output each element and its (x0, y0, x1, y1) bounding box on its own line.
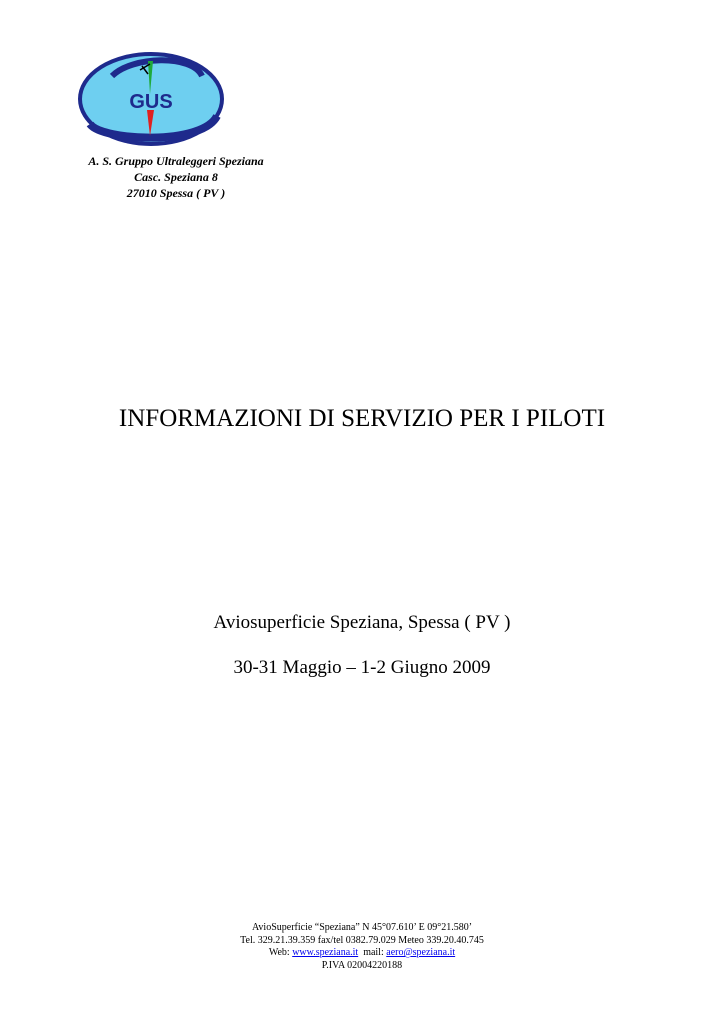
footer-web-mail (0, 947, 724, 960)
org-address: Casc. Speziana 8 (134, 170, 218, 184)
web-label: Web: (268, 947, 293, 958)
web-link[interactable]: www.speziana.it (292, 947, 359, 958)
document-title: INFORMAZIONI DI SERVIZIO PER I PILOTI (118, 405, 606, 432)
footer-coordinates: AvioSuperficie “Speziana” N 45°07.610’ E 09°21.580’ (251, 922, 473, 933)
organization-block (0, 153, 352, 201)
event-dates: 30-31 Maggio – 1-2 Giugno 2009 (233, 657, 491, 678)
gus-logo (72, 46, 234, 152)
gus-logo-graphic (72, 46, 234, 152)
mail-link[interactable]: aero@speziana.it (386, 947, 456, 958)
footer-piva: P.IVA 02004220188 (321, 959, 403, 971)
venue: Aviosuperficie Speziana, Spessa ( PV ) (213, 612, 511, 633)
org-city: 27010 Spessa ( PV ) (126, 186, 226, 200)
org-name: A. S. Gruppo Ultraleggeri Speziana (88, 154, 264, 168)
mail-label: mail: (358, 947, 387, 958)
footer (0, 922, 724, 972)
logo-text: GUS (129, 91, 173, 113)
footer-phones: Tel. 329.21.39.359 fax/tel 0382.79.029 Meteo 339.20.40.745 (240, 934, 484, 946)
